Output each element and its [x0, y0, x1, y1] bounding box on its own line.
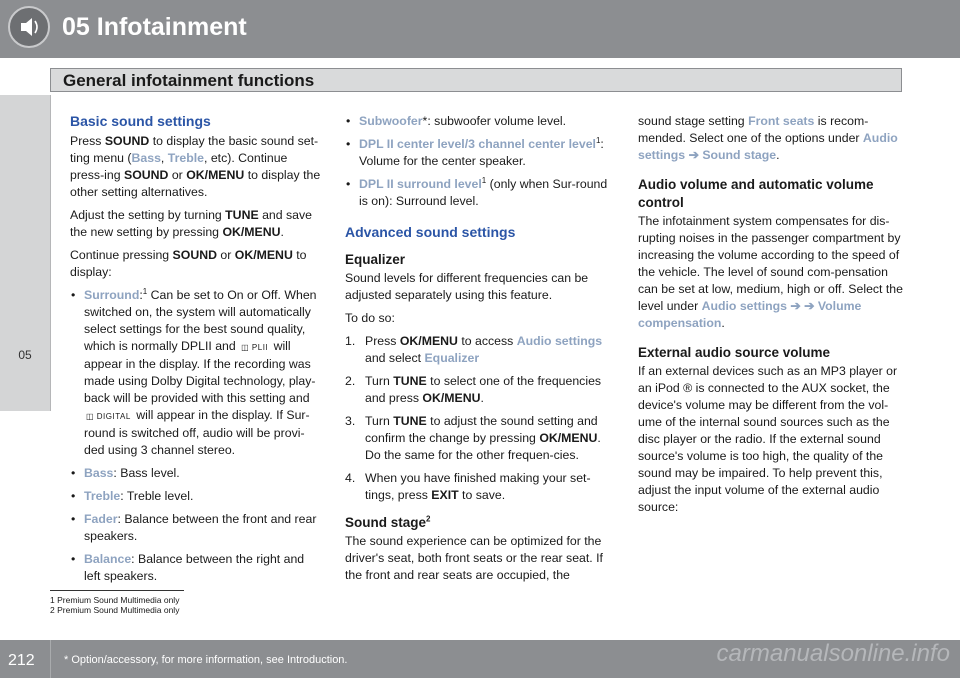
side-tab-label: 05 [18, 348, 32, 362]
paragraph-sound-stage: The sound experience can be optimized for the driver's seat, both front seats or the rear seat. If the front and rear seats are occupied, the [345, 534, 603, 582]
heading-external-volume: External audio source volume [638, 345, 831, 360]
footnote-2: 2 Premium Sound Multimedia only [50, 605, 180, 615]
step-1: 1. Press OK/MENU to access Audio settings and select Equalizer [345, 334, 603, 365]
heading-equalizer: Equalizer [345, 252, 406, 267]
chapter-title: 05 Infotainment [62, 13, 247, 41]
list-item-fader: • Fader: Balance between the front and rear speakers. [71, 512, 317, 543]
list-item-bass: • Bass: Bass level. [71, 466, 180, 480]
chapter-side-tab [0, 95, 51, 411]
speaker-icon [8, 6, 50, 48]
footer-note: * Option/accessory, for more information, see Introduction. [64, 654, 348, 666]
list-item-treble: • Treble: Treble level. [71, 489, 194, 503]
arrow-icon: ➔ [804, 299, 815, 313]
bullet-icon: • [346, 114, 351, 128]
heading-basic-sound: Basic sound settings [70, 113, 211, 129]
column-2 [345, 113, 615, 590]
bullet-icon: • [71, 512, 76, 526]
paragraph-stage-continued: sound stage setting Front seats is recom-mended. Select one of the options under Audio settings ➔ Sound stage. [638, 114, 898, 162]
arrow-icon: ➔ [790, 299, 801, 313]
paragraph-todo: To do so: [345, 311, 395, 325]
arrow-icon: ➔ [688, 148, 699, 162]
page-number: 212 [8, 652, 35, 669]
paragraph-basic-intro: Press SOUND to display the basic sound set-ting menu (Bass, Treble, etc). Continue press-ing SOUND or OK/MENU to display the other setting alternatives. [70, 134, 321, 199]
bullet-icon: • [71, 288, 76, 302]
list-item-dpl-surround: • DPL II surround level$^1$ (only when Sur-round is on): Surround level. [346, 175, 608, 208]
list-item-balance: • Balance: Balance between the right and left speakers. [71, 552, 305, 583]
dolby-digital-icon: ◫ DIGITAL [86, 412, 131, 421]
bullet-icon: • [71, 466, 76, 480]
paragraph-adjust: Adjust the setting by turning TUNE and save the new setting by pressing OK/MENU. [70, 208, 312, 239]
chapter-bar [0, 0, 960, 58]
step-3: 3. Turn TUNE to adjust the sound setting and confirm the change by pressing OK/MENU. Do the same for the other frequen-cies. [345, 414, 601, 462]
list-item-dpl-center: • DPL II center level/3 channel center level$^1$: Volume for the center speaker. [346, 135, 604, 168]
dolby-pl-icon: ◫ PLII [241, 343, 269, 352]
list-item-subwoofer: • Subwoofer*: subwoofer volume level. [346, 114, 567, 128]
column-1 [70, 113, 322, 591]
list-item-surround: • Surround:$^1$ Can be set to On or Off. When switched on, the system will automatically select settings for the best sound quality, which is normally DPLII and ◫ PLII will appear in the display. If the recording was made using Dolby Digital technology, play-back will be provided with this setting and ◫ DIGITAL will appear in the display. If Sur-round is switched off, audio will be provi-ded using 3 channel stereo. [71, 286, 317, 457]
step-4: 4. When you have finished making your set-tings, press EXIT to save. [345, 471, 591, 502]
paragraph-continue: Continue pressing SOUND or OK/MENU to display: [70, 248, 307, 279]
paragraph-avc: The infotainment system compensates for dis-rupting noises in the passenger compartment by increasing the volume according to the speed of the vehicle. The level of sound com-pensation can be set at low, medium, high or off. Select the level under Audio settings ➔ ➔ Volume compensation. [638, 214, 903, 330]
column-3 [638, 113, 908, 522]
heading-advanced-sound: Advanced sound settings [345, 224, 516, 240]
step-2: 2. Turn TUNE to select one of the frequencies and press OK/MENU. [345, 374, 602, 405]
paragraph-equalizer: Sound levels for different frequencies can be adjusted separately using this feature. [345, 271, 589, 302]
bullet-icon: • [71, 552, 76, 566]
section-title: General infotainment functions [63, 71, 315, 90]
bullet-icon: • [71, 489, 76, 503]
page-header [0, 0, 960, 95]
footer-divider [50, 640, 51, 678]
watermark: carmanualsonline.info [716, 640, 950, 667]
footnote-1: 1 Premium Sound Multimedia only [50, 595, 180, 605]
heading-avc: Audio volume and automatic volume control [638, 177, 874, 210]
section-title-box [50, 68, 902, 92]
footnote-divider [50, 590, 184, 591]
bullet-icon: • [346, 177, 351, 191]
heading-sound-stage: Sound stage$^2$ [345, 514, 431, 530]
paragraph-external-volume: If an external devices such as an MP3 player or an iPod ® is connected to the AUX socket, the device's volume may be different from the vol-ume of the internal sound sources such as the disc player or the radio. If the external sound source's volume is too high, the quality of the sound may be impaired. To help prevent this, adjust the input volume of the external audio source: [638, 364, 898, 514]
footnotes [50, 595, 179, 615]
bullet-icon: • [346, 137, 351, 151]
